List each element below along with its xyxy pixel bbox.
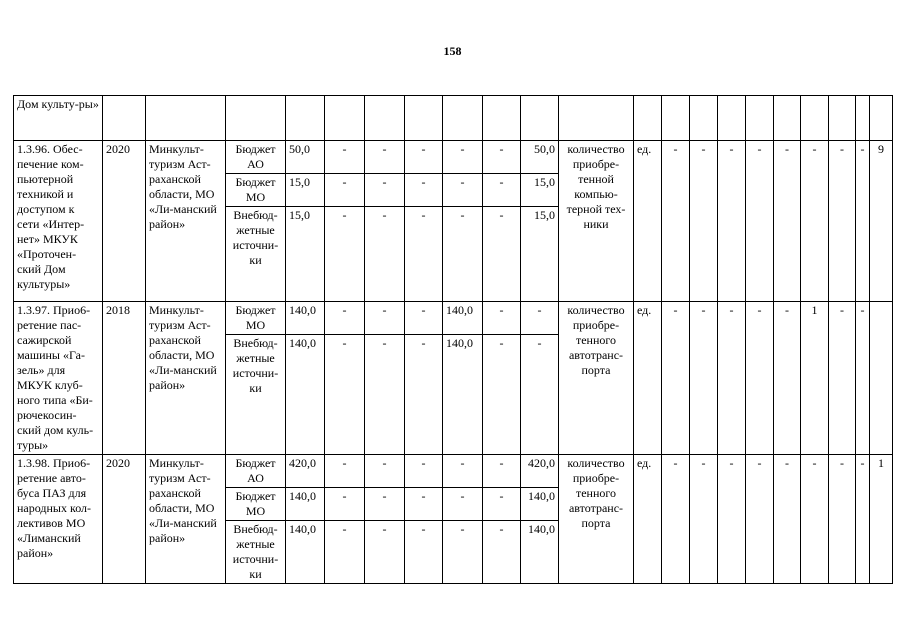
funding-year-value: 15,0: [521, 174, 559, 207]
funding-year-value: -: [405, 488, 443, 521]
funding-total: 15,0: [286, 207, 325, 302]
funding-source: Бюджет АО: [226, 455, 286, 488]
funding-year-value: -: [443, 488, 483, 521]
funding-year-value: -: [443, 455, 483, 488]
funding-year-value: -: [405, 455, 443, 488]
funding-year-value: -: [405, 207, 443, 302]
indicator-value: -: [801, 141, 829, 302]
indicator-name: количество приобре-тенного автотранс-порта: [559, 455, 634, 584]
funding-year-value: -: [365, 335, 405, 455]
indicator-value: -: [856, 302, 870, 455]
funding-year-value: -: [483, 521, 521, 584]
funding-year-value: -: [365, 141, 405, 174]
funding-year-value: -: [325, 141, 365, 174]
indicator-unit: ед.: [634, 455, 662, 584]
funding-year-value: -: [405, 141, 443, 174]
funding-year-value: -: [405, 521, 443, 584]
indicator-unit: ед.: [634, 302, 662, 455]
funding-source: Внебюд-жетные источни-ки: [226, 521, 286, 584]
table-row: [14, 455, 893, 488]
indicator-value: 1: [801, 302, 829, 455]
activity-name: 1.3.97. Прио6-ретение пас-сажирской машины «Га-зель» для МКУК клуб-ного типа «Би-рючекосин-ский дом куль-туры»: [14, 302, 103, 455]
funding-year-value: -: [325, 335, 365, 455]
funding-year-value: -: [483, 488, 521, 521]
funding-total: 140,0: [286, 521, 325, 584]
indicator-name: количество приобре-тенного автотранс-порта: [559, 302, 634, 455]
indicator-value: [870, 302, 893, 455]
indicator-name: количество приобре-тенной компью-терной тех-ники: [559, 141, 634, 302]
activity-name: 1.3.96. Обес-печение ком-пьютерной техникой и доступом к сети «Интер-нет» МКУК «Проточен-ский Дом культуры»: [14, 141, 103, 302]
funding-total: 420,0: [286, 455, 325, 488]
funding-year-value: -: [483, 174, 521, 207]
funding-year-value: 140,0: [443, 335, 483, 455]
funding-year-value: -: [483, 302, 521, 335]
table-row: [14, 96, 893, 141]
indicator-value: -: [718, 455, 746, 584]
page-number: 158: [443, 44, 462, 58]
funding-year-value: -: [443, 174, 483, 207]
indicator-value: -: [829, 141, 856, 302]
indicator-value: -: [662, 141, 690, 302]
indicator-value: -: [718, 302, 746, 455]
funding-source: Бюджет АО: [226, 141, 286, 174]
funding-source: Внебюд-жетные источни-ки: [226, 207, 286, 302]
indicator-value: -: [690, 455, 718, 584]
funding-year-value: -: [443, 521, 483, 584]
funding-year-value: -: [325, 521, 365, 584]
activity-executor: Минкульт-туризм Аст-раханской области, МО «Ли-манский район»: [146, 141, 226, 302]
indicator-value: -: [774, 302, 801, 455]
funding-year-value: -: [405, 174, 443, 207]
funding-source: Бюджет МО: [226, 174, 286, 207]
funding-total: 140,0: [286, 302, 325, 335]
funding-year-value: 140,0: [521, 521, 559, 584]
indicator-value: -: [662, 302, 690, 455]
funding-year-value: -: [483, 455, 521, 488]
funding-year-value: -: [443, 141, 483, 174]
indicator-value: 1: [870, 455, 893, 584]
funding-year-value: -: [521, 335, 559, 455]
indicator-value: -: [662, 455, 690, 584]
indicator-value: -: [774, 141, 801, 302]
funding-source: Бюджет МО: [226, 488, 286, 521]
activity-executor: Минкульт-туризм Аст-раханской области, МО «Ли-манский район»: [146, 302, 226, 455]
activity-year: 2020: [103, 141, 146, 302]
funding-source: Внебюд-жетные источни-ки: [226, 335, 286, 455]
funding-year-value: -: [483, 335, 521, 455]
funding-year-value: -: [365, 521, 405, 584]
funding-year-value: -: [325, 302, 365, 335]
funding-year-value: -: [325, 488, 365, 521]
indicator-value: -: [856, 455, 870, 584]
funding-year-value: 15,0: [521, 207, 559, 302]
table-row: [14, 141, 893, 174]
indicator-value: -: [718, 141, 746, 302]
activity-name: Дом культу-ры»: [14, 96, 103, 141]
funding-year-value: -: [483, 141, 521, 174]
activity-executor: Минкульт-туризм Аст-раханской области, МО «Ли-манский район»: [146, 455, 226, 584]
funding-total: 50,0: [286, 141, 325, 174]
funding-year-value: -: [405, 335, 443, 455]
funding-year-value: -: [325, 174, 365, 207]
activity-name: 1.3.98. Прио6-ретение авто-буса ПАЗ для народных кол-лективов МО «Лиманский район»: [14, 455, 103, 584]
funding-year-value: -: [365, 207, 405, 302]
activity-year: 2018: [103, 302, 146, 455]
indicator-value: -: [690, 302, 718, 455]
funding-year-value: -: [521, 302, 559, 335]
funding-year-value: 50,0: [521, 141, 559, 174]
indicator-value: -: [774, 455, 801, 584]
indicator-value: -: [690, 141, 718, 302]
indicator-value: -: [746, 455, 774, 584]
funding-total: 140,0: [286, 488, 325, 521]
funding-year-value: 140,0: [521, 488, 559, 521]
funding-year-value: -: [325, 455, 365, 488]
funding-year-value: 140,0: [443, 302, 483, 335]
funding-year-value: -: [325, 207, 365, 302]
indicator-value: -: [746, 141, 774, 302]
funding-year-value: 420,0: [521, 455, 559, 488]
funding-year-value: -: [365, 174, 405, 207]
funding-year-value: -: [365, 455, 405, 488]
indicator-value: -: [829, 455, 856, 584]
funding-year-value: -: [483, 207, 521, 302]
funding-year-value: -: [443, 207, 483, 302]
indicator-unit: ед.: [634, 141, 662, 302]
activity-year: 2020: [103, 455, 146, 584]
indicator-value: 9: [870, 141, 893, 302]
funding-year-value: -: [365, 302, 405, 335]
indicator-value: -: [829, 302, 856, 455]
funding-year-value: -: [365, 488, 405, 521]
indicator-value: -: [856, 141, 870, 302]
funding-total: 15,0: [286, 174, 325, 207]
indicator-value: -: [746, 302, 774, 455]
table-row: [14, 302, 893, 335]
funding-year-value: -: [405, 302, 443, 335]
funding-total: 140,0: [286, 335, 325, 455]
funding-source: Бюджет МО: [226, 302, 286, 335]
indicator-value: -: [801, 455, 829, 584]
program-activities-table: [13, 95, 893, 584]
